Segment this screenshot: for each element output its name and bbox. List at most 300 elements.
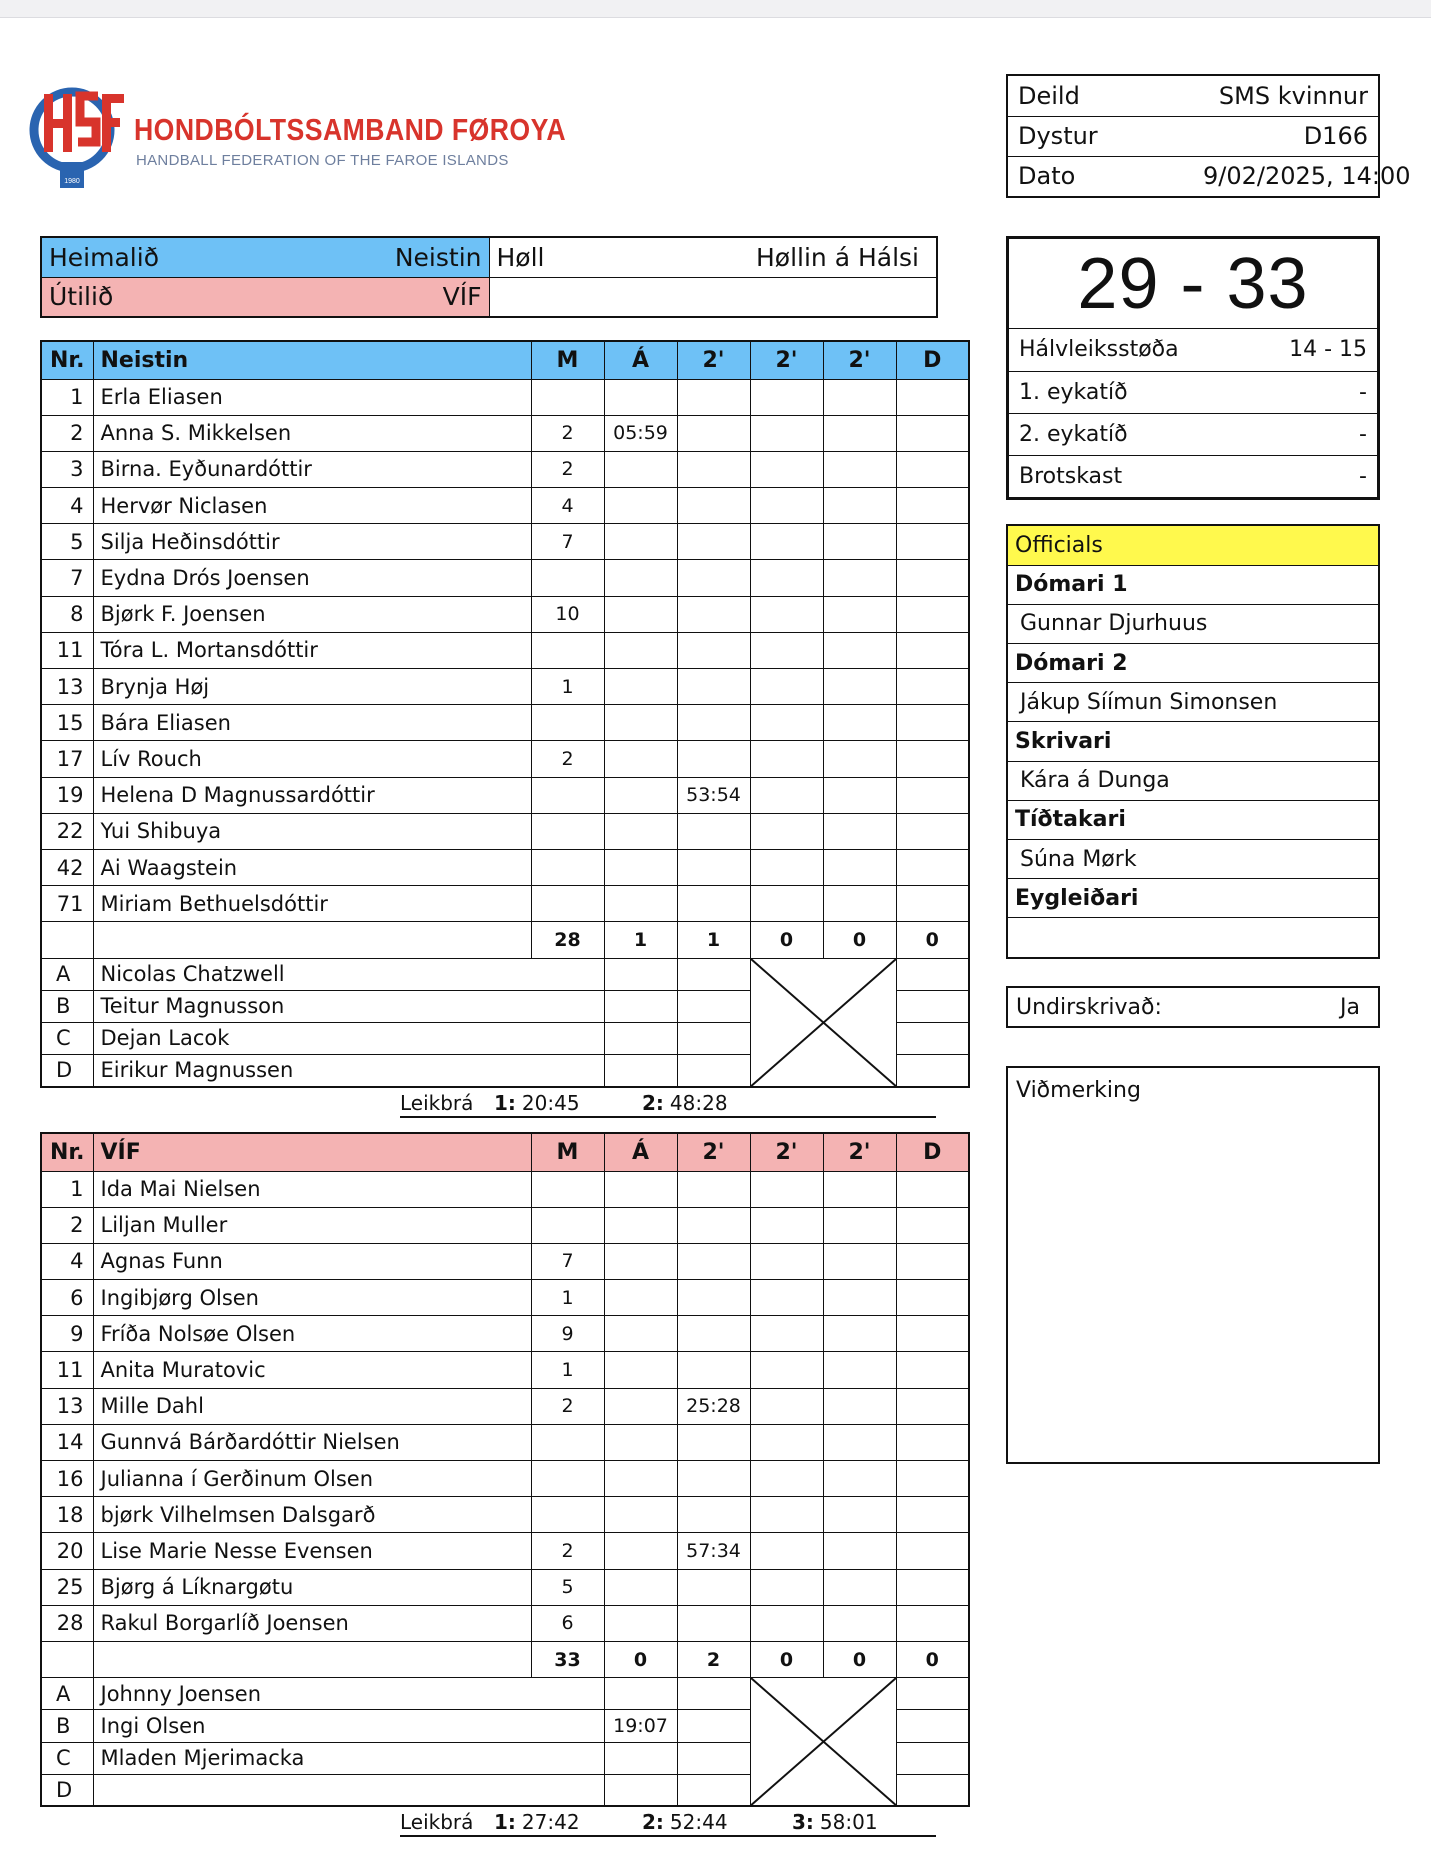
player-row	[41, 1605, 969, 1641]
player-stat-m: 2	[531, 1533, 604, 1569]
player-number: 15	[41, 705, 93, 741]
player-stat-s3	[823, 1424, 896, 1460]
match-info-value: D166	[1193, 116, 1378, 156]
player-row	[41, 886, 969, 922]
timeout-number: 2:	[642, 1810, 664, 1834]
player-stat-a	[604, 1280, 677, 1316]
match-info-row	[1008, 76, 1378, 116]
player-number: 19	[41, 777, 93, 813]
home-player-sheet	[40, 340, 942, 1088]
player-stat-s2	[750, 1533, 823, 1569]
player-stat-a	[604, 1461, 677, 1497]
team-official-name: Nicolas Chatzwell	[93, 958, 604, 990]
player-stat-a	[604, 849, 677, 885]
federation-title: HONDBÓLTSSAMBAND FØROYA	[134, 112, 567, 147]
officials-heading: Officials	[1008, 526, 1378, 565]
signed-label: Undirskrivað:	[1016, 994, 1162, 1020]
column-header: Nr.	[41, 341, 93, 379]
player-stat-s3	[823, 1243, 896, 1279]
official-name: Gunnar Djurhuus	[1008, 604, 1378, 643]
player-row	[41, 451, 969, 487]
player-name: Ida Mai Nielsen	[93, 1171, 531, 1207]
player-stat-d	[896, 1280, 969, 1316]
player-stat-s2	[750, 451, 823, 487]
home-label: Heimalið	[49, 242, 159, 272]
official-name-row	[1008, 683, 1378, 722]
player-name: Bára Eliasen	[93, 705, 531, 741]
player-number: 42	[41, 849, 93, 885]
official-role: Eygleiðari	[1008, 879, 1378, 918]
timeout-time: 48:28	[669, 1091, 728, 1115]
player-stat-s1	[677, 813, 750, 849]
timeout-entry	[642, 1091, 728, 1115]
player-row	[41, 1388, 969, 1424]
player-name: Eydna Drós Joensen	[93, 560, 531, 596]
team-official-letter: A	[41, 1678, 93, 1710]
player-stat-s2	[750, 1243, 823, 1279]
total-s1: 1	[677, 922, 750, 958]
player-stat-a	[604, 560, 677, 596]
timeout-label: Leikbrá	[400, 1091, 474, 1115]
team-official-letter: B	[41, 990, 93, 1022]
player-name: bjørk Vilhelmsen Dalsgarð	[93, 1497, 531, 1533]
player-stat-s2	[750, 1280, 823, 1316]
totals-empty	[93, 1641, 531, 1677]
home-team-name: Neistin	[394, 242, 482, 272]
column-header: D	[896, 1133, 969, 1171]
player-row	[41, 1243, 969, 1279]
home-team-row	[41, 237, 489, 277]
player-stat-s3	[823, 596, 896, 632]
player-stat-s3	[823, 632, 896, 668]
player-name: Birna. Eyðunardóttir	[93, 451, 531, 487]
total-a: 1	[604, 922, 677, 958]
player-row	[41, 379, 969, 415]
player-stat-a	[604, 451, 677, 487]
player-stat-s1	[677, 1605, 750, 1641]
player-stat-s3	[823, 741, 896, 777]
player-stat-m	[531, 632, 604, 668]
player-stat-s3	[823, 1171, 896, 1207]
player-stat-s2	[750, 813, 823, 849]
player-stat-m	[531, 379, 604, 415]
sheet-header-row	[41, 341, 969, 379]
team-official-warning	[604, 958, 677, 990]
team-official-row	[41, 958, 969, 990]
player-stat-s3	[823, 451, 896, 487]
player-stat-s3	[823, 488, 896, 524]
player-stat-s1	[677, 741, 750, 777]
remarks-box	[1006, 1066, 1380, 1464]
official-name: Jákup Síímun Simonsen	[1008, 683, 1378, 722]
match-info-label: Dato	[1008, 156, 1193, 196]
team-official-suspension	[677, 1678, 750, 1710]
player-stat-s2	[750, 849, 823, 885]
team-official-disq	[896, 1710, 969, 1742]
player-stat-s3	[823, 886, 896, 922]
player-stat-s2	[750, 886, 823, 922]
official-role-row	[1008, 722, 1378, 761]
player-number: 20	[41, 1533, 93, 1569]
player-stat-s1	[677, 632, 750, 668]
timeout-label: Leikbrá	[400, 1810, 474, 1834]
player-stat-m	[531, 886, 604, 922]
player-stat-d	[896, 632, 969, 668]
total-s3: 0	[823, 1641, 896, 1677]
player-stat-m: 2	[531, 415, 604, 451]
player-stat-s1	[677, 1243, 750, 1279]
player-stat-m	[531, 849, 604, 885]
player-stat-d	[896, 1533, 969, 1569]
player-stat-s3	[823, 524, 896, 560]
player-stat-s2	[750, 415, 823, 451]
teams-box	[40, 236, 936, 318]
player-stat-a	[604, 1171, 677, 1207]
player-stat-m	[531, 813, 604, 849]
score-detail-label: 1. eykatíð	[1009, 371, 1193, 413]
team-official-name: Ingi Olsen	[93, 1710, 604, 1742]
player-stat-d	[896, 1243, 969, 1279]
team-official-disq	[896, 1022, 969, 1054]
player-stat-s3	[823, 705, 896, 741]
official-role-row	[1008, 644, 1378, 683]
team-official-suspension	[677, 1742, 750, 1774]
player-stat-a	[604, 1207, 677, 1243]
player-row	[41, 1461, 969, 1497]
empty-cell	[489, 277, 937, 317]
team-official-name: Mladen Mjerimacka	[93, 1742, 604, 1774]
timeout-entry	[792, 1810, 878, 1834]
player-row	[41, 1533, 969, 1569]
player-stat-d	[896, 1207, 969, 1243]
score-box	[1006, 236, 1380, 500]
player-number: 7	[41, 560, 93, 596]
player-stat-a	[604, 813, 677, 849]
column-header: M	[531, 1133, 604, 1171]
total-s2: 0	[750, 922, 823, 958]
player-row	[41, 777, 969, 813]
timeout-time: 27:42	[521, 1810, 580, 1834]
player-number: 11	[41, 632, 93, 668]
player-stat-m: 1	[531, 669, 604, 705]
player-stat-s1	[677, 415, 750, 451]
column-header: 2'	[750, 1133, 823, 1171]
player-row	[41, 741, 969, 777]
column-header: 2'	[823, 341, 896, 379]
player-stat-a	[604, 1497, 677, 1533]
player-stat-s2	[750, 1497, 823, 1533]
player-row	[41, 1497, 969, 1533]
score-detail-row	[1009, 371, 1377, 413]
player-stat-s1	[677, 705, 750, 741]
column-header: Á	[604, 1133, 677, 1171]
timeout-entry	[642, 1810, 728, 1834]
player-stat-d	[896, 705, 969, 741]
player-number: 28	[41, 1605, 93, 1641]
score-detail-row	[1009, 329, 1377, 371]
player-name: Anna S. Mikkelsen	[93, 415, 531, 451]
player-number: 18	[41, 1497, 93, 1533]
logo-year: 1980	[64, 178, 80, 185]
match-info-box	[1006, 74, 1411, 198]
team-official-letter: C	[41, 1742, 93, 1774]
player-stat-a	[604, 1569, 677, 1605]
player-stat-s3	[823, 1569, 896, 1605]
player-number: 25	[41, 1569, 93, 1605]
player-row	[41, 1424, 969, 1460]
player-row	[41, 849, 969, 885]
player-name: Lise Marie Nesse Evensen	[93, 1533, 531, 1569]
team-official-suspension	[677, 1055, 750, 1087]
player-stat-a	[604, 1243, 677, 1279]
final-score: 29 - 33	[1009, 239, 1377, 329]
official-name-row	[1008, 604, 1378, 643]
venue-row	[489, 237, 937, 277]
player-stat-s2	[750, 1171, 823, 1207]
player-stat-m: 1	[531, 1352, 604, 1388]
player-stat-s1	[677, 669, 750, 705]
team-official-disq	[896, 1678, 969, 1710]
team-official-name: Dejan Lacok	[93, 1022, 604, 1054]
official-role-row	[1008, 879, 1378, 918]
player-stat-a	[604, 379, 677, 415]
player-stat-s3	[823, 379, 896, 415]
player-number: 4	[41, 1243, 93, 1279]
timeout-entry	[494, 1091, 580, 1115]
player-number: 17	[41, 741, 93, 777]
team-official-warning	[604, 1022, 677, 1054]
player-stat-d	[896, 560, 969, 596]
totals-empty	[41, 922, 93, 958]
player-stat-s3	[823, 1352, 896, 1388]
timeout-time: 52:44	[669, 1810, 728, 1834]
team-official-disq	[896, 1742, 969, 1774]
player-row	[41, 415, 969, 451]
timeout-time: 20:45	[521, 1091, 580, 1115]
player-name: Helena D Magnussardóttir	[93, 777, 531, 813]
player-name: Rakul Borgarlíð Joensen	[93, 1605, 531, 1641]
player-stat-a	[604, 632, 677, 668]
player-stat-m: 2	[531, 451, 604, 487]
player-stat-s1	[677, 524, 750, 560]
player-stat-s2	[750, 1605, 823, 1641]
team-official-letter: D	[41, 1774, 93, 1806]
player-stat-d	[896, 1316, 969, 1352]
player-stat-s2	[750, 379, 823, 415]
score-detail-row	[1009, 455, 1377, 497]
player-number: 13	[41, 669, 93, 705]
total-m: 33	[531, 1641, 604, 1677]
player-stat-m	[531, 1497, 604, 1533]
team-official-suspension	[677, 990, 750, 1022]
score-detail-value: -	[1193, 413, 1377, 455]
totals-row	[41, 1641, 969, 1677]
column-header: Á	[604, 341, 677, 379]
player-row	[41, 1171, 969, 1207]
score-detail-label: 2. eykatíð	[1009, 413, 1193, 455]
timeout-number: 3:	[792, 1810, 814, 1834]
player-stat-m	[531, 1424, 604, 1460]
official-role: Dómari 2	[1008, 644, 1378, 683]
player-stat-d	[896, 1388, 969, 1424]
player-name: Erla Eliasen	[93, 379, 531, 415]
team-official-row	[41, 1678, 969, 1710]
team-official-name	[93, 1774, 604, 1806]
player-stat-d	[896, 1171, 969, 1207]
match-info-label: Dystur	[1008, 116, 1193, 156]
player-name: Gunnvá Bárðardóttir Nielsen	[93, 1424, 531, 1460]
player-stat-a	[604, 1424, 677, 1460]
player-stat-d	[896, 451, 969, 487]
player-stat-s1: 53:54	[677, 777, 750, 813]
player-stat-a	[604, 1316, 677, 1352]
player-stat-a	[604, 886, 677, 922]
player-stat-s2	[750, 1569, 823, 1605]
player-stat-s3	[823, 1461, 896, 1497]
player-stat-m: 2	[531, 1388, 604, 1424]
player-stat-s1	[677, 1280, 750, 1316]
away-team-name: VÍF	[442, 282, 482, 312]
totals-row	[41, 922, 969, 958]
player-number: 1	[41, 379, 93, 415]
player-name: Brynja Høj	[93, 669, 531, 705]
sheet-header-row	[41, 1133, 969, 1171]
team-official-letter: D	[41, 1055, 93, 1087]
player-stat-s1	[677, 1207, 750, 1243]
officials-header-row	[1008, 526, 1378, 565]
team-official-letter: C	[41, 1022, 93, 1054]
player-stat-d	[896, 1461, 969, 1497]
player-number: 71	[41, 886, 93, 922]
player-stat-d	[896, 1352, 969, 1388]
player-stat-s1	[677, 596, 750, 632]
player-row	[41, 1280, 969, 1316]
player-stat-m: 4	[531, 488, 604, 524]
player-stat-a	[604, 488, 677, 524]
player-stat-m	[531, 1461, 604, 1497]
venue-label: Høll	[496, 242, 545, 272]
browser-top-bar	[0, 0, 1431, 18]
player-name: Lív Rouch	[93, 741, 531, 777]
timeout-number: 1:	[494, 1810, 516, 1834]
player-stat-s2	[750, 524, 823, 560]
player-stat-s2	[750, 1388, 823, 1424]
player-number: 9	[41, 1316, 93, 1352]
total-a: 0	[604, 1641, 677, 1677]
player-stat-d	[896, 415, 969, 451]
crossed-out-cell	[750, 958, 896, 1087]
team-official-suspension	[677, 1022, 750, 1054]
player-stat-s1: 57:34	[677, 1533, 750, 1569]
player-stat-m: 7	[531, 1243, 604, 1279]
federation-subtitle: HANDBALL FEDERATION OF THE FAROE ISLANDS	[136, 152, 509, 169]
officials-box	[1006, 524, 1380, 959]
player-stat-s3	[823, 669, 896, 705]
player-stat-m	[531, 777, 604, 813]
column-header: M	[531, 341, 604, 379]
official-name: Kára á Dunga	[1008, 761, 1378, 800]
signed-value: Ja	[1340, 994, 1360, 1020]
score-detail-row	[1009, 413, 1377, 455]
timeout-number: 2:	[642, 1091, 664, 1115]
player-stat-s3	[823, 1280, 896, 1316]
player-stat-s1: 25:28	[677, 1388, 750, 1424]
player-stat-s3	[823, 777, 896, 813]
team-official-warning: 19:07	[604, 1710, 677, 1742]
player-stat-m: 9	[531, 1316, 604, 1352]
team-official-letter: B	[41, 1710, 93, 1742]
column-header: 2'	[677, 341, 750, 379]
match-info-value: SMS kvinnur	[1193, 76, 1378, 116]
player-row	[41, 813, 969, 849]
player-name: Liljan Muller	[93, 1207, 531, 1243]
match-info-row	[1008, 156, 1378, 196]
player-number: 13	[41, 1388, 93, 1424]
player-name: Silja Heðinsdóttir	[93, 524, 531, 560]
player-number: 22	[41, 813, 93, 849]
column-header: 2'	[823, 1133, 896, 1171]
official-role-row	[1008, 565, 1378, 604]
away-team-row	[41, 277, 489, 317]
player-name: Bjørk F. Joensen	[93, 596, 531, 632]
player-stat-s2	[750, 669, 823, 705]
official-name-row	[1008, 840, 1378, 879]
player-number: 14	[41, 1424, 93, 1460]
total-s1: 2	[677, 1641, 750, 1677]
player-stat-s1	[677, 849, 750, 885]
official-name: Súna Mørk	[1008, 840, 1378, 879]
player-stat-s2	[750, 1352, 823, 1388]
score-detail-label: Brotskast	[1009, 455, 1193, 497]
team-official-warning	[604, 1678, 677, 1710]
player-row	[41, 488, 969, 524]
player-stat-a	[604, 777, 677, 813]
player-number: 8	[41, 596, 93, 632]
federation-logo	[26, 86, 567, 196]
player-stat-s1	[677, 1352, 750, 1388]
venue-name: Høllin á Hálsi	[755, 242, 919, 272]
player-stat-s1	[677, 451, 750, 487]
official-name-row	[1008, 918, 1378, 957]
team-official-warning	[604, 1774, 677, 1806]
total-s3: 0	[823, 922, 896, 958]
team-official-suspension	[677, 1710, 750, 1742]
official-name	[1008, 918, 1378, 957]
player-stat-s3	[823, 1207, 896, 1243]
column-header: 2'	[677, 1133, 750, 1171]
player-stat-s1	[677, 488, 750, 524]
player-stat-s3	[823, 1388, 896, 1424]
player-stat-a: 05:59	[604, 415, 677, 451]
player-stat-d	[896, 1569, 969, 1605]
team-official-warning	[604, 1055, 677, 1087]
timeout-number: 1:	[494, 1091, 516, 1115]
player-stat-d	[896, 1497, 969, 1533]
away-label: Útilið	[49, 282, 114, 312]
player-stat-s2	[750, 560, 823, 596]
player-name: Mille Dahl	[93, 1388, 531, 1424]
player-stat-a	[604, 705, 677, 741]
away-player-sheet	[40, 1132, 942, 1807]
player-stat-a	[604, 1388, 677, 1424]
remarks-label: Viðmerking	[1016, 1078, 1141, 1103]
player-name: Anita Muratovic	[93, 1352, 531, 1388]
player-number: 11	[41, 1352, 93, 1388]
player-stat-m	[531, 1171, 604, 1207]
score-detail-value: 14 - 15	[1193, 329, 1377, 371]
team-official-disq	[896, 958, 969, 990]
player-row	[41, 560, 969, 596]
